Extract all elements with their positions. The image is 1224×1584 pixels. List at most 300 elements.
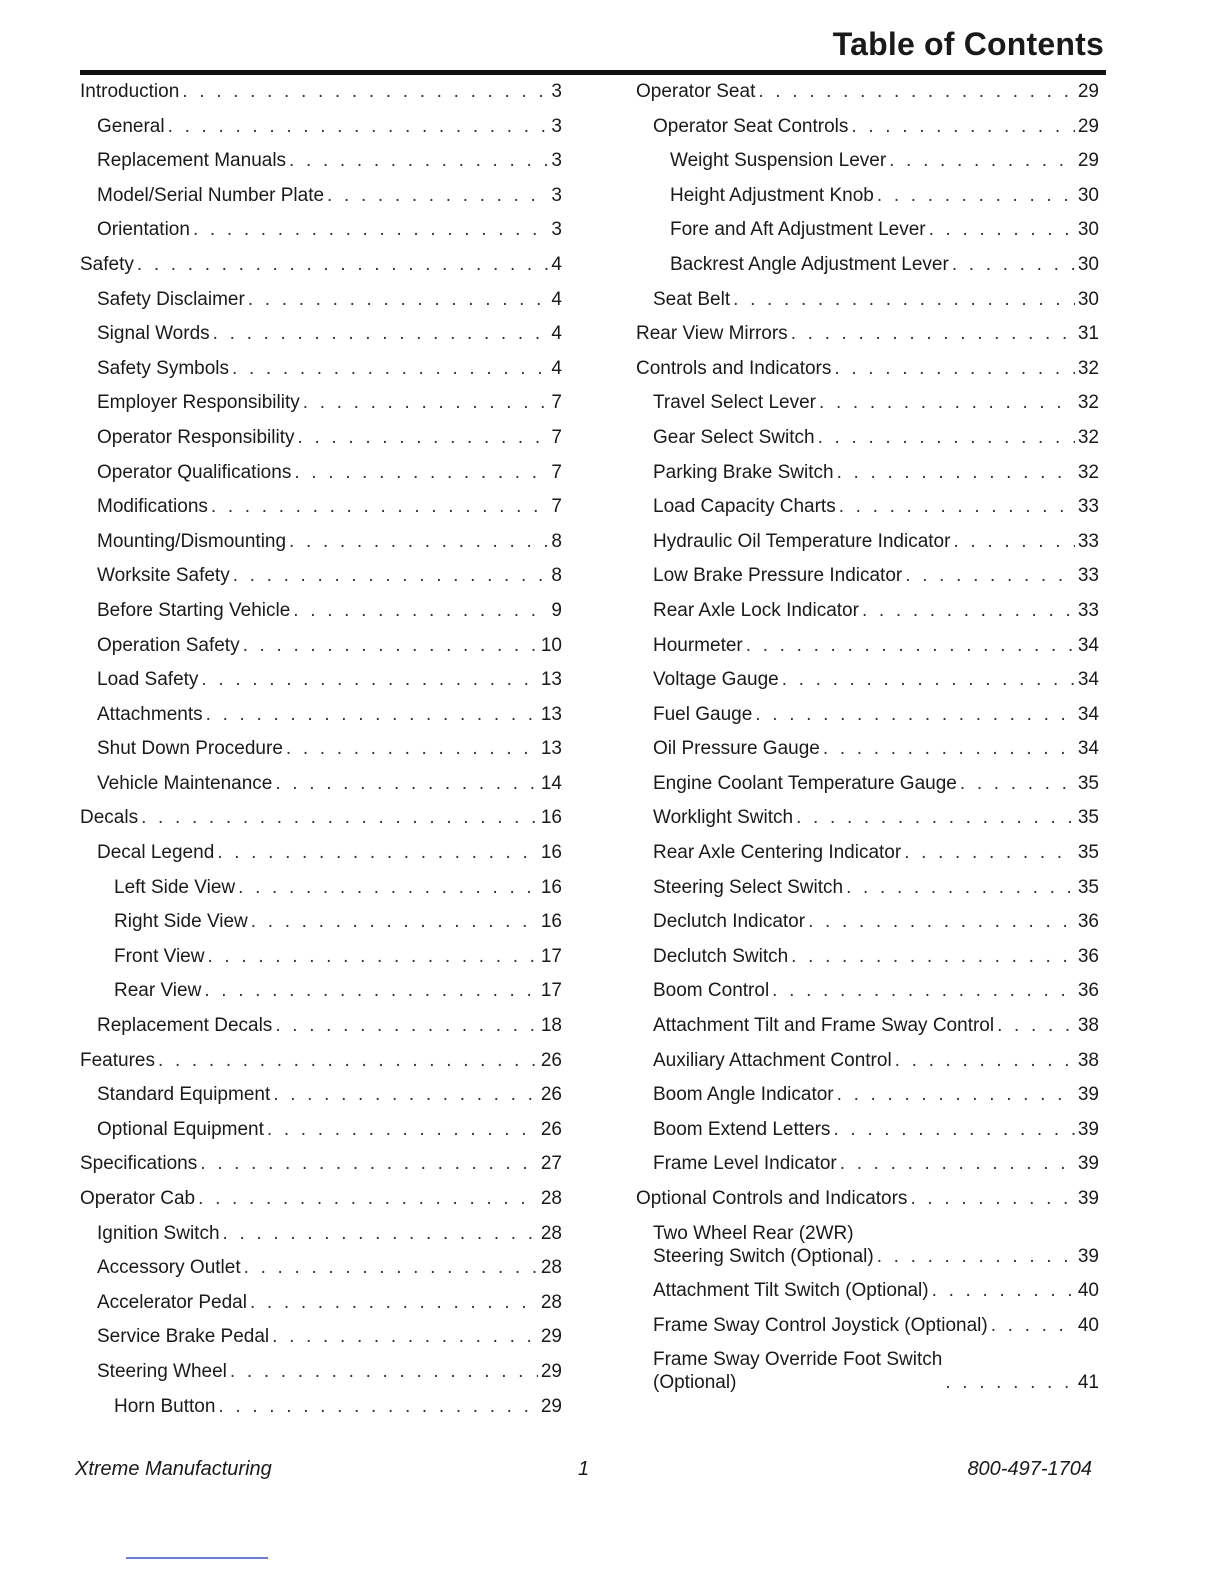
toc-entry[interactable] [636, 979, 1099, 1002]
toc-entry-label: Replacement Manuals [97, 150, 287, 172]
dot-leader [230, 1360, 538, 1383]
toc-entry-page: 9 [551, 599, 562, 621]
toc-entry-page: 29 [540, 1326, 562, 1348]
toc-entry-label: Optional Equipment [97, 1118, 264, 1140]
dot-leader [889, 149, 1075, 172]
toc-entry-label: Load Capacity Charts [653, 496, 836, 518]
toc-entry-page: 38 [1077, 1049, 1099, 1071]
toc-entry-label: Safety Symbols [97, 357, 229, 379]
dot-leader [837, 1083, 1075, 1106]
toc-entry-label: Replacement Decals [97, 1015, 273, 1037]
toc-entry-page: 7 [551, 496, 562, 518]
toc-entry-page: 29 [540, 1395, 562, 1417]
toc-entry[interactable] [80, 876, 562, 899]
toc-entry-page: 40 [1077, 1280, 1099, 1302]
toc-entry-page: 13 [540, 669, 562, 691]
dot-leader [251, 910, 538, 933]
toc-entry-label: Frame Sway Override Foot Switch (Optional) [653, 1349, 943, 1394]
toc-entry-page: 32 [1077, 461, 1099, 483]
toc-entry-page: 29 [1077, 115, 1099, 137]
toc-entry-label: Vehicle Maintenance [97, 772, 273, 794]
toc-entry-label: Front View [114, 945, 205, 967]
toc-entry[interactable] [80, 841, 562, 864]
toc-entry-label: Accelerator Pedal [97, 1291, 247, 1313]
toc-entry-label: Frame Sway Control Joystick (Optional) [653, 1314, 988, 1336]
toc-entry[interactable] [636, 1118, 1099, 1141]
dot-leader [932, 1279, 1075, 1302]
dot-leader [819, 391, 1075, 414]
toc-entry[interactable] [636, 737, 1099, 760]
toc-entry-label: Shut Down Procedure [97, 738, 283, 760]
dot-leader [250, 1291, 538, 1314]
dot-leader [168, 115, 549, 138]
title-rule [80, 70, 1106, 75]
toc-entry[interactable] [636, 288, 1099, 311]
dot-leader [200, 1152, 538, 1175]
toc-entry-page: 16 [540, 842, 562, 864]
toc-entry-label: Frame Level Indicator [653, 1153, 837, 1175]
dot-leader [877, 184, 1075, 207]
toc-entry-page: 34 [1077, 738, 1099, 760]
dot-leader [293, 599, 548, 622]
toc-entry[interactable] [636, 1348, 1099, 1394]
toc-entry-page: 28 [540, 1188, 562, 1209]
dot-leader [275, 1014, 538, 1037]
toc-entry-page: 4 [551, 357, 562, 379]
toc-entry[interactable] [80, 1222, 562, 1245]
dot-leader [238, 876, 538, 899]
toc-entry-label: Horn Button [114, 1395, 216, 1417]
toc-entry-page: 26 [540, 1084, 562, 1106]
toc-left-column [80, 80, 562, 1429]
toc-entry-page: 33 [1077, 496, 1099, 518]
toc-entry-page: 7 [551, 426, 562, 448]
toc-entry-label: Operator Seat Controls [653, 115, 849, 137]
toc-entry[interactable] [636, 80, 1099, 103]
toc-entry-page: 28 [540, 1222, 562, 1244]
toc-entry[interactable] [636, 703, 1099, 726]
toc-entry[interactable] [80, 703, 562, 726]
toc-entry-page: 18 [540, 1015, 562, 1037]
toc-entry[interactable] [80, 1049, 562, 1072]
toc-entry-label: Attachment Tilt Switch (Optional) [653, 1280, 929, 1302]
toc-entry-label: Model/Serial Number Plate [97, 184, 325, 206]
dot-leader [289, 149, 548, 172]
dot-leader [929, 218, 1075, 241]
toc-entry-page: 30 [1077, 219, 1099, 241]
toc-entry-page: 39 [1077, 1245, 1099, 1267]
toc-entry-page: 17 [540, 980, 562, 1002]
toc-entry-label: Fuel Gauge [653, 703, 753, 725]
dot-leader [244, 1256, 538, 1279]
toc-entry[interactable] [636, 910, 1099, 933]
toc-entry[interactable] [80, 772, 562, 795]
toc-entry[interactable] [80, 1291, 562, 1314]
dot-leader [267, 1118, 538, 1141]
toc-entry-page: 4 [551, 323, 562, 345]
toc-entry[interactable] [80, 1256, 562, 1279]
dot-leader [217, 841, 538, 864]
dot-leader [294, 461, 548, 484]
toc-entry[interactable] [80, 668, 562, 691]
toc-entry-page: 13 [540, 738, 562, 760]
toc-right-column [636, 80, 1099, 1406]
toc-entry-page: 41 [1077, 1372, 1099, 1394]
toc-entry[interactable] [80, 634, 562, 657]
dot-leader [851, 115, 1074, 138]
toc-entry-page: 39 [1077, 1118, 1099, 1140]
dot-leader [782, 668, 1075, 691]
dot-leader [275, 772, 538, 795]
dot-leader [327, 184, 548, 207]
footer-page-number: 1 [578, 1458, 590, 1480]
dot-leader [808, 910, 1075, 933]
toc-entry-label: Operator Qualifications [97, 461, 292, 483]
toc-entry[interactable] [80, 1360, 562, 1383]
dot-leader [746, 634, 1075, 657]
toc-entry[interactable] [80, 945, 562, 968]
toc-entry-label: Safety Disclaimer [97, 288, 245, 310]
dot-leader [303, 391, 549, 414]
dot-leader [818, 426, 1075, 449]
toc-entry-page: 35 [1077, 876, 1099, 898]
toc-entry[interactable] [636, 945, 1099, 968]
toc-entry-label: Specifications [80, 1153, 198, 1175]
toc-entry-page: 32 [1077, 392, 1099, 414]
dot-leader [755, 703, 1075, 726]
dot-leader [772, 979, 1075, 1002]
toc-entry-label: Operator Cab [80, 1188, 196, 1209]
toc-entry-page: 31 [1077, 323, 1099, 345]
toc-entry-page: 39 [1077, 1084, 1099, 1106]
toc-entry-label: Auxiliary Attachment Control [653, 1049, 892, 1071]
toc-entry-label: Voltage Gauge [653, 669, 779, 691]
toc-entry[interactable] [636, 1314, 1099, 1337]
toc-entry-page: 34 [1077, 669, 1099, 691]
toc-entry-page: 32 [1077, 357, 1099, 379]
toc-entry-label: Rear View [114, 980, 202, 1002]
toc-entry[interactable] [80, 1014, 562, 1037]
toc-entry[interactable] [636, 668, 1099, 691]
toc-entry[interactable] [636, 357, 1099, 380]
toc-entry[interactable] [80, 461, 562, 484]
toc-entry[interactable] [80, 1187, 562, 1210]
toc-entry-label: Features [80, 1049, 155, 1071]
toc-entry[interactable] [636, 426, 1099, 449]
dot-leader [182, 80, 548, 103]
toc-entry-label: Boom Extend Letters [653, 1118, 831, 1140]
toc-entry[interactable] [80, 1152, 562, 1175]
dot-leader [991, 1314, 1075, 1337]
toc-entry[interactable] [80, 218, 562, 241]
dot-leader [137, 253, 549, 276]
toc-entry-page: 29 [1077, 150, 1099, 172]
toc-entry[interactable] [636, 1222, 1099, 1268]
toc-entry-label: Steering Select Switch [653, 876, 844, 898]
dot-leader [206, 703, 538, 726]
toc-entry[interactable] [636, 1014, 1099, 1037]
toc-entry-label: Orientation [97, 219, 190, 241]
toc-entry[interactable] [636, 876, 1099, 899]
dot-leader [960, 772, 1075, 795]
toc-entry-page: 26 [540, 1049, 562, 1071]
toc-entry-page: 33 [1077, 565, 1099, 587]
toc-entry[interactable] [80, 979, 562, 1002]
toc-entry[interactable] [80, 322, 562, 345]
toc-entry[interactable] [80, 1395, 562, 1418]
dot-leader [877, 1245, 1075, 1268]
dot-leader [862, 599, 1075, 622]
toc-entry[interactable] [80, 253, 562, 276]
toc-entry-page: 27 [540, 1153, 562, 1175]
toc-entry[interactable] [636, 149, 1099, 172]
toc-entry[interactable] [80, 806, 562, 829]
toc-entry-label: Two Wheel Rear (2WR) Steering Switch (Optional) [653, 1222, 874, 1267]
toc-entry-label: Rear Axle Lock Indicator [653, 599, 859, 621]
toc-entry-page: 13 [540, 703, 562, 725]
toc-entry-label: Boom Control [653, 980, 770, 1002]
toc-entry[interactable] [636, 495, 1099, 518]
toc-entry-label: Worksite Safety [97, 565, 230, 587]
toc-entry[interactable] [636, 391, 1099, 414]
dot-leader [791, 945, 1075, 968]
toc-entry-label: Engine Coolant Temperature Gauge [653, 772, 957, 794]
toc-entry-label: Operator Responsibility [97, 426, 295, 448]
dot-leader [233, 564, 549, 587]
toc-entry[interactable] [636, 564, 1099, 587]
toc-entry[interactable] [80, 599, 562, 622]
toc-entry-label: Steering Wheel [97, 1360, 227, 1382]
toc-entry-page: 32 [1077, 426, 1099, 448]
toc-entry-page: 30 [1077, 184, 1099, 206]
toc-entry-page: 14 [540, 772, 562, 794]
toc-entry-page: 3 [551, 219, 562, 241]
dot-leader [945, 1371, 1075, 1394]
dot-leader [243, 634, 538, 657]
toc-entry-page: 29 [1077, 81, 1099, 102]
toc-entry[interactable] [636, 115, 1099, 138]
toc-entry-page: 8 [551, 530, 562, 552]
toc-entry-page: 39 [1077, 1188, 1099, 1209]
toc-entry-label: Signal Words [97, 323, 210, 345]
toc-entry-page: 39 [1077, 1153, 1099, 1175]
dot-leader [834, 357, 1074, 380]
footer-company: Xtreme Manufacturing [75, 1458, 272, 1480]
toc-entry-label: Weight Suspension Lever [670, 150, 887, 172]
dot-leader [796, 806, 1075, 829]
toc-entry[interactable] [80, 357, 562, 380]
toc-entry-page: 16 [540, 876, 562, 898]
toc-entry-label: Before Starting Vehicle [97, 599, 291, 621]
toc-entry[interactable] [80, 149, 562, 172]
dot-leader [207, 945, 537, 968]
toc-entry[interactable] [636, 806, 1099, 829]
toc-entry-label: Rear Axle Centering Indicator [653, 842, 902, 864]
toc-entry-page: 3 [551, 115, 562, 137]
dot-leader [791, 322, 1075, 345]
toc-entry-label: Accessory Outlet [97, 1257, 241, 1279]
toc-entry[interactable] [636, 1187, 1099, 1210]
toc-entry-label: Service Brake Pedal [97, 1326, 270, 1348]
toc-entry-label: Left Side View [114, 876, 236, 898]
toc-entry[interactable] [636, 1049, 1099, 1072]
toc-entry-label: Operator Seat [636, 81, 756, 102]
toc-entry-label: Boom Angle Indicator [653, 1084, 834, 1106]
toc-entry-page: 17 [540, 945, 562, 967]
toc-entry[interactable] [636, 1152, 1099, 1175]
toc-entry-page: 8 [551, 565, 562, 587]
toc-entry[interactable] [636, 1279, 1099, 1302]
toc-entry-label: Low Brake Pressure Indicator [653, 565, 903, 587]
toc-entry-label: Seat Belt [653, 288, 731, 310]
toc-entry-label: Gear Select Switch [653, 426, 815, 448]
toc-entry-page: 26 [540, 1118, 562, 1140]
toc-entry[interactable] [636, 253, 1099, 276]
toc-entry[interactable] [80, 530, 562, 553]
toc-entry-label: Controls and Indicators [636, 357, 832, 379]
toc-entry[interactable] [636, 461, 1099, 484]
footer-phone: 800-497-1704 [967, 1458, 1092, 1480]
toc-entry-label: Height Adjustment Knob [670, 184, 874, 206]
dot-leader [904, 841, 1075, 864]
toc-entry-page: 33 [1077, 530, 1099, 552]
toc-entry[interactable] [636, 322, 1099, 345]
dot-leader [839, 495, 1075, 518]
toc-entry[interactable] [80, 564, 562, 587]
toc-entry[interactable] [636, 599, 1099, 622]
dot-leader [213, 322, 549, 345]
toc-entry-label: Oil Pressure Gauge [653, 738, 820, 760]
toc-entry[interactable] [80, 391, 562, 414]
toc-entry-page: 7 [551, 392, 562, 414]
toc-entry-label: Decals [80, 807, 139, 829]
toc-entry-label: General [97, 115, 165, 137]
toc-entry-label: Rear View Mirrors [636, 323, 788, 345]
dot-leader [905, 564, 1075, 587]
toc-entry-page: 38 [1077, 1015, 1099, 1037]
toc-entry-label: Travel Select Lever [653, 392, 816, 414]
dot-leader [758, 80, 1075, 103]
toc-entry-page: 36 [1077, 980, 1099, 1002]
toc-entry[interactable] [80, 495, 562, 518]
toc-entry-page: 16 [540, 911, 562, 933]
toc-entry[interactable] [636, 184, 1099, 207]
toc-entry-page: 28 [540, 1291, 562, 1313]
toc-entry-page: 3 [551, 184, 562, 206]
toc-entry-page: 7 [551, 461, 562, 483]
toc-entry-page: 34 [1077, 703, 1099, 725]
dot-leader [201, 668, 537, 691]
toc-entry-label: Ignition Switch [97, 1222, 220, 1244]
dot-leader [910, 1187, 1074, 1210]
toc-entry[interactable] [80, 1118, 562, 1141]
toc-entry-page: 4 [551, 253, 562, 275]
bottom-decorative-line [126, 1557, 268, 1559]
toc-entry[interactable] [80, 80, 562, 103]
dot-leader [198, 1187, 538, 1210]
toc-entry-label: Safety [80, 253, 134, 275]
toc-entry[interactable] [80, 1083, 562, 1106]
toc-entry[interactable] [636, 841, 1099, 864]
toc-entry-label: Employer Responsibility [97, 392, 300, 414]
toc-entry-page: 4 [551, 288, 562, 310]
dot-leader [272, 1325, 538, 1348]
toc-entry-label: Hydraulic Oil Temperature Indicator [653, 530, 951, 552]
toc-entry-label: Decal Legend [97, 842, 215, 864]
toc-entry-label: Fore and Aft Adjustment Lever [670, 219, 926, 241]
toc-entry-label: Operation Safety [97, 634, 240, 656]
toc-entry-label: Standard Equipment [97, 1084, 271, 1106]
toc-entry-label: Modifications [97, 496, 208, 518]
toc-entry[interactable] [636, 218, 1099, 241]
dot-leader [823, 737, 1075, 760]
toc-entry[interactable] [636, 1083, 1099, 1106]
toc-entry-label: Backrest Angle Adjustment Lever [670, 253, 949, 275]
dot-leader [211, 495, 549, 518]
toc-entry-label: Right Side View [114, 911, 248, 933]
toc-entry[interactable] [636, 634, 1099, 657]
page-title: Table of Contents [832, 26, 1104, 62]
toc-entry-page: 35 [1077, 772, 1099, 794]
toc-entry-page: 36 [1077, 911, 1099, 933]
toc-entry[interactable] [80, 910, 562, 933]
toc-entry-label: Attachment Tilt and Frame Sway Control [653, 1015, 995, 1037]
toc-entry-label: Hourmeter [653, 634, 743, 656]
toc-entry-label: Load Safety [97, 669, 199, 691]
dot-leader [141, 806, 538, 829]
toc-entry-page: 33 [1077, 599, 1099, 621]
toc-entry[interactable] [80, 115, 562, 138]
toc-entry[interactable] [80, 737, 562, 760]
dot-leader [733, 288, 1075, 311]
dot-leader [846, 876, 1075, 899]
dot-leader [273, 1083, 538, 1106]
toc-entry-page: 28 [540, 1257, 562, 1279]
dot-leader [158, 1049, 538, 1072]
toc-entry[interactable] [80, 288, 562, 311]
toc-entry[interactable] [80, 426, 562, 449]
toc-entry-page: 35 [1077, 807, 1099, 829]
dot-leader [232, 357, 548, 380]
toc-entry-page: 34 [1077, 634, 1099, 656]
toc-entry-page: 3 [551, 150, 562, 172]
dot-leader [218, 1395, 537, 1418]
toc-entry[interactable] [636, 530, 1099, 553]
dot-leader [997, 1014, 1075, 1037]
toc-entry-page: 40 [1077, 1314, 1099, 1336]
toc-entry[interactable] [80, 1325, 562, 1348]
toc-entry[interactable] [80, 184, 562, 207]
dot-leader [297, 426, 548, 449]
toc-entry-label: Declutch Indicator [653, 911, 806, 933]
dot-leader [204, 979, 538, 1002]
toc-entry-label: Optional Controls and Indicators [636, 1188, 908, 1209]
toc-entry-label: Parking Brake Switch [653, 461, 834, 483]
toc-entry-page: 3 [551, 81, 562, 102]
toc-entry-label: Introduction [80, 81, 180, 102]
dot-leader [223, 1222, 538, 1245]
toc-entry-label: Worklight Switch [653, 807, 794, 829]
dot-leader [895, 1049, 1075, 1072]
dot-leader [248, 288, 549, 311]
toc-entry-label: Mounting/Dismounting [97, 530, 287, 552]
toc-entry[interactable] [636, 772, 1099, 795]
dot-leader [286, 737, 538, 760]
toc-entry-page: 35 [1077, 842, 1099, 864]
toc-entry-page: 30 [1077, 288, 1099, 310]
toc-entry-page: 36 [1077, 945, 1099, 967]
toc-entry-label: Declutch Switch [653, 945, 789, 967]
